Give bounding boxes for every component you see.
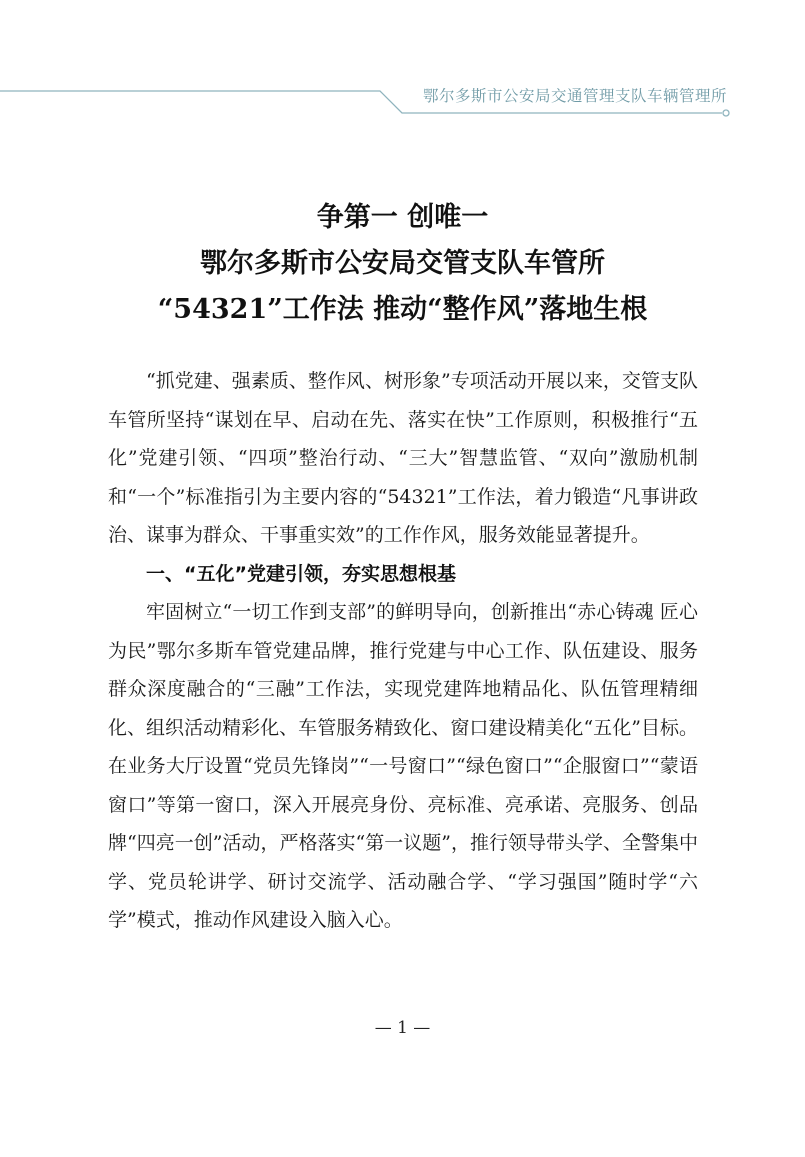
document-title [0,195,805,333]
title-line-3: “54321”工作法 推动“整作风”落地生根 [157,294,648,325]
running-header-title: 鄂尔多斯市公安局交通管理支队车辆管理所 [422,87,727,105]
page-number: — 1 — [374,1018,431,1038]
header-decoration [0,0,805,130]
title-line-1: 争第一 创唯一 [316,202,489,233]
intro-paragraph: “抓党建、强素质、整作风、树形象”专项活动开展以来，交管支队车管所坚持“谋划在早、启动在先、落实在快”工作原则，积极推行“五化”党建引领、“四项”整治行动、“三大”智慧监管、“双向”激励机制和“一个”标准指引为主要内容的“54321”工作法，着力锻造“凡事讲政治、谋事为群众、干事重实效”的工作作风，服务效能显著提升。 [108,370,698,546]
section-heading: 一、“五化”党建引领，夯实思想根基 [146,562,456,585]
title-line-2: 鄂尔多斯市公安局交管支队车管所 [200,248,605,279]
document-body [108,362,698,940]
section-paragraph: 牢固树立“一切工作到支部”的鲜明导向，创新推出“赤心铸魂 匠心为民”鄂尔多斯车管党建品牌，推行党建与中心工作、队伍建设、服务群众深度融合的“三融”工作法，实现党建阵地精品化、队伍管理精细化、组织活动精彩化、车管服务精致化、窗口建设精美化“五化”目标。在业务大厅设置“党员先锋岗”“一号窗口”“绿色窗口”“企服窗口”“蒙语窗口”等第一窗口，深入开展亮身份、亮标准、亮承诺、亮服务、创品牌“四亮一创”活动，严格落实“第一议题”，推行领导带头学、全警集中学、党员轮讲学、研讨交流学、活动融合学、“学习强国”随时学“六学”模式，推动作风建设入脑入心。 [108,601,698,931]
